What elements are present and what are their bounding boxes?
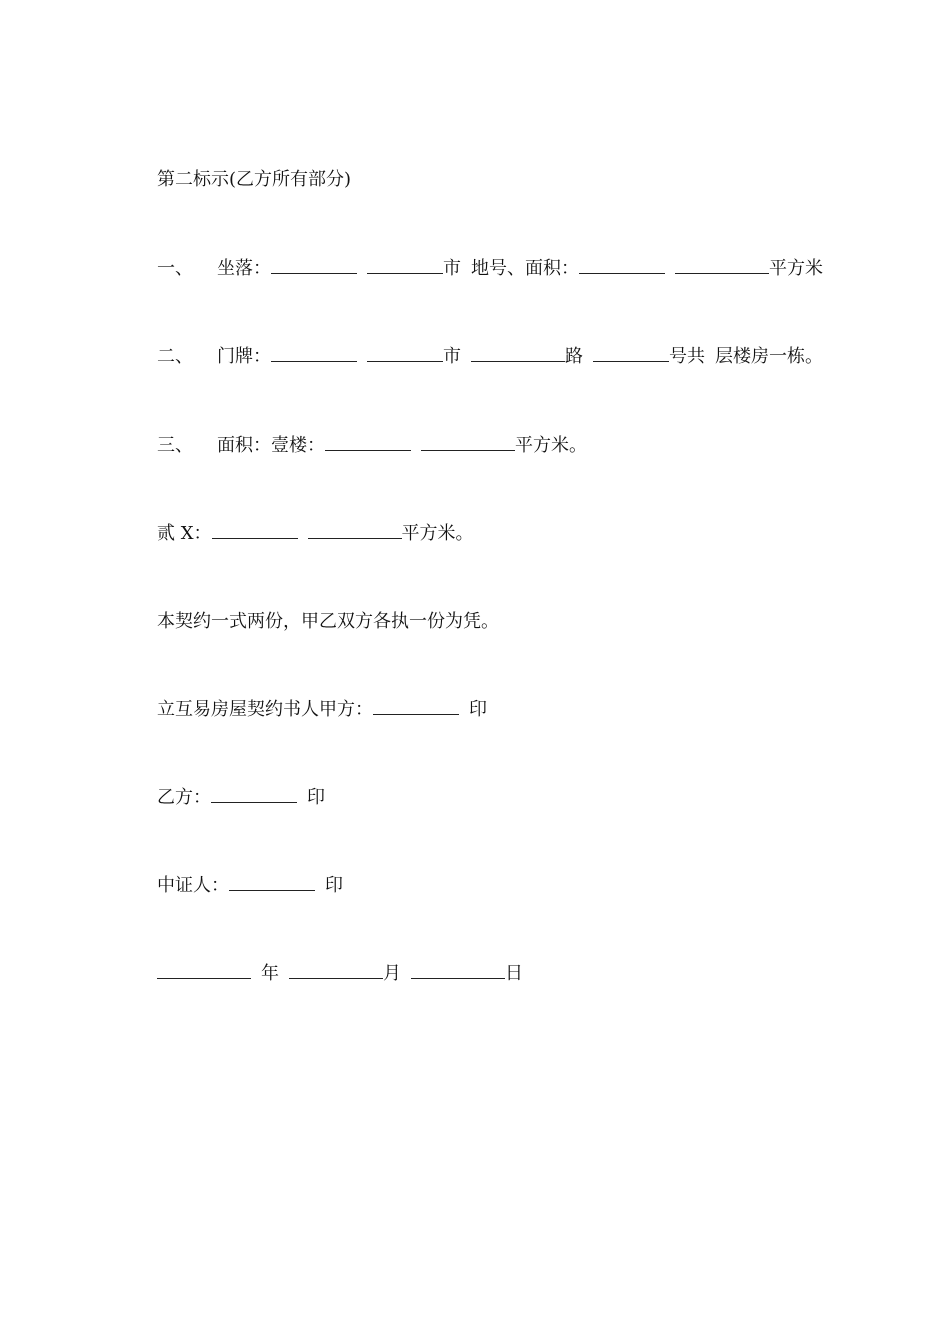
city-label: 市 bbox=[443, 258, 461, 279]
copies-statement: 本契约一式两份，甲乙双方各执一份为凭。 bbox=[157, 611, 499, 632]
item-number: 三、 bbox=[157, 435, 193, 456]
floors-label: 层楼房一栋。 bbox=[715, 346, 823, 367]
second-floor-label: 贰 X： bbox=[157, 523, 212, 544]
area-line bbox=[157, 434, 587, 458]
blank-field[interactable] bbox=[579, 257, 665, 274]
blank-field[interactable] bbox=[325, 434, 411, 451]
party-b-signature-line bbox=[157, 786, 325, 810]
month-blank[interactable] bbox=[289, 962, 383, 979]
seal-label: 印 bbox=[469, 699, 487, 720]
doorplate-line bbox=[157, 345, 823, 369]
item-number: 二、 bbox=[157, 346, 193, 367]
blank-field[interactable] bbox=[593, 345, 669, 362]
item-number: 一、 bbox=[157, 258, 193, 279]
signature-blank[interactable] bbox=[229, 874, 315, 891]
signature-blank[interactable] bbox=[211, 786, 297, 803]
signature-blank[interactable] bbox=[373, 698, 459, 715]
section-heading: 第二标示(乙方所有部分) bbox=[157, 169, 352, 190]
witness-signature-line bbox=[157, 874, 343, 898]
lot-area-label: 地号、面积： bbox=[471, 258, 579, 279]
witness-label: 中证人： bbox=[157, 875, 229, 896]
blank-field[interactable] bbox=[212, 522, 298, 539]
year-label: 年 bbox=[261, 963, 279, 984]
party-a-signature-line bbox=[157, 698, 487, 722]
area-label: 面积：壹楼： bbox=[217, 435, 325, 456]
seal-label: 印 bbox=[307, 787, 325, 808]
party-a-label: 立互易房屋契约书人甲方： bbox=[157, 699, 373, 720]
road-label: 路 bbox=[565, 346, 583, 367]
location-label: 坐落： bbox=[217, 258, 271, 279]
location-line bbox=[157, 257, 823, 281]
year-blank[interactable] bbox=[157, 962, 251, 979]
unit-label: 平方米。 bbox=[401, 523, 474, 544]
unit-label: 平方米 bbox=[769, 258, 823, 279]
blank-field[interactable] bbox=[308, 522, 402, 539]
date-line bbox=[157, 962, 523, 986]
seal-label: 印 bbox=[325, 875, 343, 896]
blank-field[interactable] bbox=[271, 345, 357, 362]
blank-field[interactable] bbox=[367, 257, 443, 274]
day-blank[interactable] bbox=[411, 962, 505, 979]
doorplate-label: 门牌： bbox=[217, 346, 271, 367]
day-label: 日 bbox=[505, 963, 523, 984]
blank-field[interactable] bbox=[421, 434, 515, 451]
month-label: 月 bbox=[383, 963, 401, 984]
blank-field[interactable] bbox=[271, 257, 357, 274]
party-b-label: 乙方： bbox=[157, 787, 211, 808]
blank-field[interactable] bbox=[367, 345, 443, 362]
city-label: 市 bbox=[443, 346, 461, 367]
unit-label: 平方米。 bbox=[515, 435, 587, 456]
number-label: 号共 bbox=[669, 346, 705, 367]
blank-field[interactable] bbox=[675, 257, 769, 274]
second-floor-line bbox=[157, 522, 474, 546]
blank-field[interactable] bbox=[471, 345, 565, 362]
